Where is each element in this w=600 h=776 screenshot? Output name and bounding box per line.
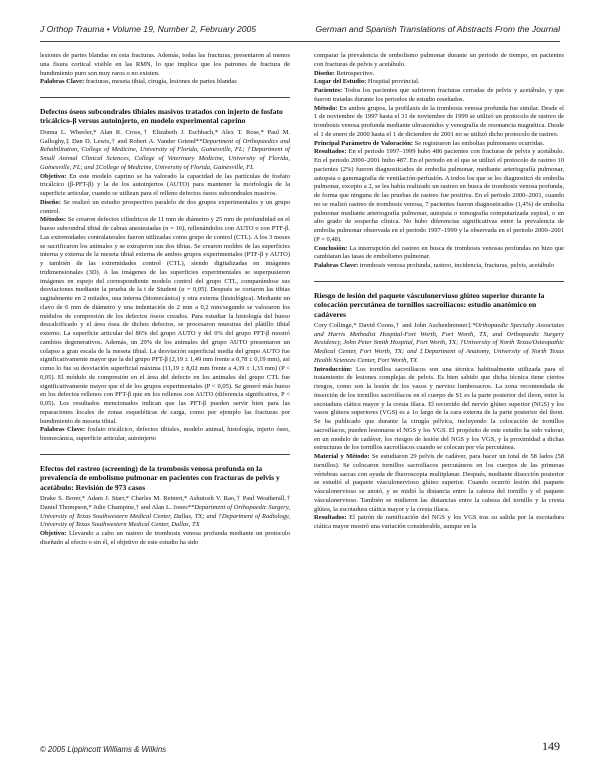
article-tricalcium: [40, 107, 290, 444]
header-rule: [40, 41, 560, 42]
journal-citation: J Orthop Trauma • Volume 19, Number 2, February 2005: [40, 24, 257, 34]
article-title: Riesgo de lesión del paquete vásculonervioso glúteo superior durante la colocación percutánea de tornillos sacroilíacos: estudio anatómico en cadáveres: [314, 290, 545, 319]
intro-paragraph: lesiones de partes blandas en esta fracturas. Además, todas las fracturas, presentaron al menos una fisura cortical visible en las RMN, lo que implica que los patrones de fractura de hundimiento puro son muy raros o no existen.: [40, 52, 290, 77]
methods: Métodos: Se crearon defectos cilíndricos de 11 mm de diámetro y 25 mm de profundidad en el hueso subcondral tibial de cabras anestesiadas (n = 16), rellenándolos con AUTO o con PTF-β. Las extremidades contralaterales fueron utilizadas como grupo de control (CTL). A los 3 meses se sacrificaron los animales y se extrajeron sus dos tibias. Se crearon moldes de las superficies interna y externa de la meseta tibial externa de ambos grupos experimentales (PTF-β y AUTO) y también de las extremidades control (CTL), siendo digitalizadas en imágenes tridimensionales (3D). A las imágenes de las superficies experimentales se superpusieron imágenes en espejo del correspondiente modelo control del grupo CTL, comparándose sus desviaciones mediante la prueba de la t de Student (α = 0,05). Después se cortaron las tibias sagitalmente en 2 mitades, una interna (biomecánica) y otra externa (histológica). Mediante un clavo de 6 mm de diámetro y una indentación de 2 mm a 0,2 mm/segundo se valoraron los módulos de compresión de los defectos óseos creados. Para estudiar la histología del hueso descalcificado y el área ósea de dichos defectos, se procesaron muestras del plátillo tibial externo. La superficie articular del 86% del grupo AUTO y del 0% del grupo PFT-β mostró cambios degenerativos. Además, un 29% de los animales del grupo AUTO presentaron un colapso a gran escala de la meseta tibial. La desviación superficial media del grupo AUTO fue significativamente mayor que la del grupo PFT-β (2,19 ± 1,49 mm frente a 0,78 ± 0,19 mm), así como lo fue su desviación superficial máxima (11,19 ± 8,02 mm frente a 4,39 ± 1,33 mm) (P < 0,05). El módulo de compresión en el área del defecto en los animales del grupo CTL fue significativamente mayor que el de los grupos experimentales (P < 0,05). Se generó más hueso en los defectos rellenos con PFT-β que en los rellenos con AUTO (diferencia significativa, P < 0,05). Los resultados mencionados indican que las PFT-β pueden servir bien para las reparaciones locales de zonas esqueléticas de carga, como por ejemplo las fracturas por hundimiento de meseta tibial.: [40, 216, 290, 425]
study-setting: Lugar del Estudio: Hospital provincial.: [314, 78, 420, 86]
objective: Objetivo: En este modelo caprino se ha valorado la capacidad de las partículas de fosfato tricálcico (β-PFT-β) y la de los autoinjertos (AUTO) para mantener la morfología de la superficie articular, cuando se utilizan para el relleno defectos óseos subcondrales masivos.: [40, 172, 290, 198]
copyright-notice: © 2005 Lippincott Williams & Wilkins: [40, 745, 167, 754]
intro-keywords: Palabras Clave: fracturas, meseta tibial, cirugía, lesiones de partes blandas: [40, 78, 237, 86]
article-authors: Donna L. Wheeler,* Alan R. Cross,† Elizabeth J. Eschbach,* Alex T. Rose,* Paul M. Galloghy,‡ Dan D. Lewis,† and Robert A. Vander Griend**Department of Orthopaedics and Rehabilitation, College of Medicine, University of Florida, Gainesville, FL; †Department of Small Animal Clinical Sciences, College of Veterinary Medicine, University of Florida, Gainesville, FL; and ‡College of Medicine, University of Florida, Gainesville, FL: [40, 128, 290, 171]
article-divider: [314, 281, 564, 282]
design: Diseño: Retrospectivo.: [314, 69, 375, 77]
article-divider: [40, 454, 290, 455]
design: Diseño: Se realizó un estudio prospectivo paralelo de dos grupos experimentales y un grupo control.: [40, 198, 290, 215]
article-title: Efectos del rastreo (screening) de la trombosis venosa profunda en la prevalencia de embolismo pulmonar en pacientes con fracturas de pelvis y acetábulo: Revisión de 973 casos: [40, 463, 280, 492]
patients: Pacientes: Todos los pacientes que sufrieron fracturas cerradas de pelvis y acetábulo, y que fueron tratadas durante los periodos de estudio reseñados.: [314, 87, 564, 103]
introduction: Introducción: Los tornillos sacroilíacos son una técnica habitualmente utilizada para el tratamiento de lesiones complejas de pelvis. Es bien sabido que dicha técnica tiene ciertos riesgos, como son la lesión de los vasos y nervios lumbosacros. La zona recomendada de inserción de los tornillos sacroilíacos en el cuerpo de S1 es la parte posterior del ileon, entre la escotadura ciática mayor y la cresta ilíaca. El recorrido del nervio glúteo superior (NGS) y los vasos glúteos superiores (VGS) es a 1o largo de la cara externa de la parte posterior del ileon. Se ha publicado que durante la cirugía pélvica, incluyendo la colocación de tornillos sacroilíacos, pueden lesionarse el NGS y los VGS. El propósito de este estudio ha sido valorar, en un modelo de cadáver, los riesgos de lesión del NGS y los VGS, y la proximidad a dichas estructuras de los tornillos sacroilíacos cuando se colocan por vía percutánea.: [314, 365, 564, 452]
article-authors: Drake S. Borer,* Adam J. Starr,* Charles M. Reinert,* Ashutosh V. Rao,† Paul Weatherall,† Daniel Thompson,* Julie Champine,† and Alan L. Jones**Department of Orthopaedic Surgery, University of Texas Southwestern Medical Center, Dallas, TX; and †Department of Radiology, University of Texas Southwestern Medical Center, Dallas, TX: [40, 495, 290, 529]
main-outcome: Principal Parámetro de Valoración: Se registraron las embolias pulmonares ocurridas.: [314, 139, 545, 147]
right-column: [314, 52, 564, 532]
left-column: [40, 52, 290, 548]
article-authors: Cory Collinge,* David Coons,† and John Aschenbrenner‡*Orthopaedic Specialty Associates and Harris Methodist Hospital-Fort Worth, Fort Worth, TX, and Orthopaedic Surgery Residency, John Peter Smith Hospital, Fort Worth, TX; †University of North Texas/Osteopathic Medical Center, Fort Worth, TX; and ‡Department of Anatomy, University of North Texas Health Sciences Center, Fort Worth, TX: [314, 321, 564, 364]
article-divider: [40, 97, 290, 98]
article-sacroiliac-screws: [314, 291, 564, 532]
page-footer: [40, 738, 560, 754]
page-number: 149: [542, 739, 560, 753]
keywords: Palabras Clave: trombosis venosa profunda, rastreo, incidencia, fracturas, pelvis, acetábulo: [314, 262, 555, 269]
method: Método: En ambos grupos, la profilaxis de la trombosis venosa profunda fue similar. Desde el 1 de noviembre de 1997 hasta el 31 de noviembre de 1999 se utilizó un protocolo de rastreo de trombosis venosa profunda mediante ultrasonidos y venografía de resonancia magnética. Desde el 1 de enero de 2000 hasta el 1 de diciembre de 2001 no se utilizó dicho protocolo de rastreo.: [314, 104, 564, 138]
objective: Objetivo: Llevando a cabo un rastreo de trombosis venosa profunda mediante un protocolo diseñado al efecto o sin él, el objetivo de este estudio ha sido: [40, 530, 290, 546]
materials-methods: Material y Método: Se estudiaron 29 pelvis de cadáver, para hacer un total de 58 lados (58 tornillos). Se colocaron tornillos sacroilíacos percutáneos en los cuerpos de las primeras vértebras sacras con ayuda de fluoroscopia multiplanar. Después, mediante disección posterior se estudió el paquete vásculonervioso glúteo superior. Cuando ocurrió lesión del paquete vásculonervioso se anotó, y se midió la distancia entre la cabeza del tornillo y el paquete vásculonervioso. También se midieron las distancias entre la cabeza del tornillo y la cresta glútea, la escotadura ciática mayor y la cresta ilíaca.: [314, 453, 564, 513]
results: Resultados: En el periodo 1997–1999 hubo 486 pacientes con fracturas de pelvis y acetábulo. En el periodo 2000–2001 hubo 487. En el periodo en el que se utilizó el protocolo de rastreo 10 pacientes (2%) fueron diagnosticados de embolia pulmonar, mediante arteriografía pulmonar, autopsia o gammagrafía de ventilación-perfusión. A todos los que se les diagnosticó de embolia pulmonar, excepto a 2, se les había realizado un rastreo en busca de trombosis venosa profunda, de forma que ninguna de las pruebas de rastreo fue positiva. En el periodo 2000–2001, cuando no se realizó rastreo de trombosis venosa, 7 pacientes fueron diagnosticados (1,4%) de embolia pulmonar mediante arteriografía pulmonar, autopsia o tomografía computarizada espiral, o un alto grado de sospecha clínica. No hubo diferencias significativas entre la prevalencia de embolia pulmonar observada en el periodo 1997–1999 y la observada en el periodo 2000–2001 (P = 0,48).: [314, 148, 564, 243]
section-title: German and Spanish Translations of Abstracts From the Journal: [315, 24, 560, 34]
continued-text: comparar la prevalencia de embolismo pulmonar durante un periodo de tiempo, en pacientes con fracturas de pelvis y acetábulo.: [314, 52, 564, 68]
article-title: Defectos óseos subcondrales tibiales masivos tratados con injerto de fosfato tricálcico-β versus autoinjerto, en modelo experimental caprino: [40, 107, 283, 126]
article-dvt-screening: [40, 464, 290, 548]
results: Resultados: El patrón de ramificación del NGS y los VGS tras su salida por la escotadura ciática mayor mostró una variación considerable, aunque en la: [314, 514, 564, 531]
keywords: Palabras Clave: fosfato tricálcico, defectos tibiales, modelo animal, histología, injerto óseo, biomecánica, superficie articular, autoinjerto: [40, 426, 290, 443]
running-header: [40, 24, 560, 38]
conclusion: Conclusión: La interrupción del rastreo en busca de trombosis venosas profundas no hizo que cambiaran las tasas de embolismo pulmonar.: [314, 244, 564, 261]
